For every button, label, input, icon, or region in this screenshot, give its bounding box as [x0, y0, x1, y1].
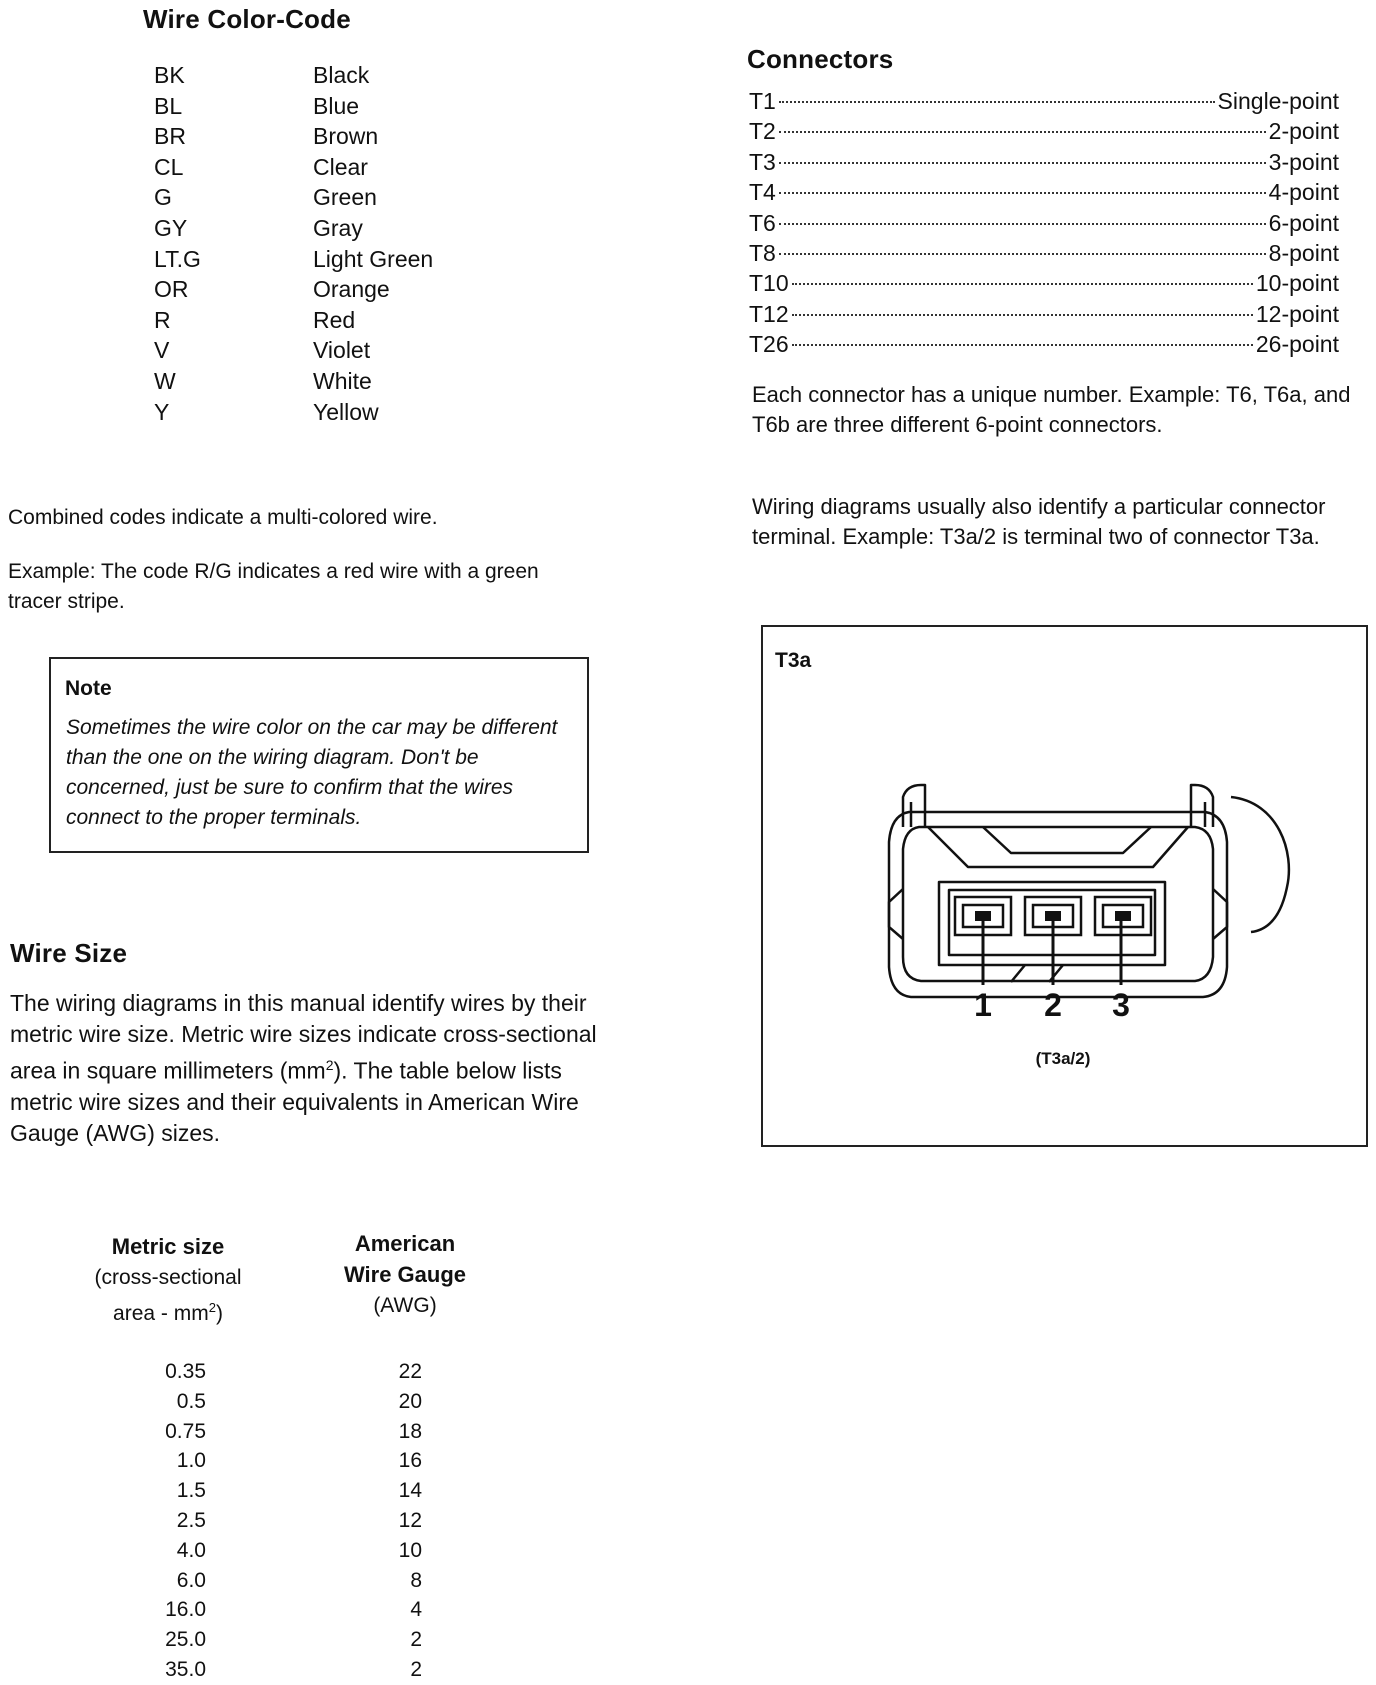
note-text: Sometimes the wire color on the car may be different than the one on the wiring diagram. Don't be concerned, just be sure to confirm that the wires connect to the proper terminals. [66, 716, 558, 829]
awg-cell: 12 [398, 1509, 422, 1532]
connector-points: 8-point [1268, 240, 1339, 266]
color-code: BK [154, 62, 185, 88]
connector-number-text: Each connector has a unique number. Example: T6, T6a, and T6b are three different 6-point connectors. [752, 382, 1351, 437]
color-code: CL [154, 153, 184, 180]
figure-label: T3a [775, 649, 812, 672]
color-name: Yellow [313, 398, 379, 425]
color-code: LT.G [154, 245, 201, 272]
color-name: Light Green [313, 245, 434, 272]
metric-size-cell: 1.0 [176, 1449, 206, 1473]
color-name: Blue [313, 92, 360, 119]
connector-side-dome [1231, 797, 1289, 932]
connector-figure [761, 625, 1368, 1147]
table-row [0, 1655, 520, 1685]
connector-row [749, 177, 1339, 207]
connector-row [749, 116, 1339, 146]
pin-label-3: 3 [1112, 987, 1130, 1023]
figure-caption: (T3a/2) [1035, 1049, 1091, 1068]
connector-terminal-text: Wiring diagrams usually also identify a particular connector terminal. Example: T3a/2 is terminal two of connector T3a. [752, 494, 1326, 549]
awg-cell: 8 [410, 1568, 422, 1592]
connector-drawing [763, 627, 1370, 1149]
awg-cell: 20 [398, 1389, 422, 1413]
color-code: OR [154, 276, 189, 303]
dot-leader [792, 344, 1253, 346]
connector-points: 3-point [1268, 148, 1339, 175]
metric-size-cell: 2.5 [176, 1509, 206, 1532]
color-name: Red [313, 306, 356, 333]
metric-size-cell: 4.0 [176, 1538, 206, 1562]
connector-id: T4 [749, 179, 776, 206]
dot-leader [792, 283, 1253, 285]
connector-id: T1 [749, 88, 776, 114]
connector-points: 6-point [1268, 209, 1339, 236]
connector-id: T2 [749, 118, 776, 145]
table-row [0, 1625, 520, 1655]
connector-points: 4-point [1268, 179, 1339, 206]
color-code: BR [154, 123, 186, 150]
connector-id: T12 [749, 300, 789, 327]
dot-leader [792, 314, 1253, 316]
connector-points: Single-point [1217, 88, 1339, 114]
table-row [0, 1476, 520, 1506]
connector-id: T26 [749, 331, 789, 358]
connector-id: T10 [749, 270, 789, 297]
color-code: R [154, 306, 171, 333]
connector-id: T3 [749, 148, 776, 175]
dot-leader [779, 192, 1266, 194]
wire-color-code-heading: Wire Color-Code [143, 4, 351, 34]
table-row [0, 1595, 520, 1625]
color-code: Y [154, 398, 170, 425]
pin-label-1: 1 [974, 987, 992, 1023]
connector-row [749, 86, 1339, 116]
color-code: GY [154, 215, 188, 241]
combined-codes-text: Combined codes indicate a multi-colored wire. [8, 506, 438, 529]
awg-cell: 14 [398, 1479, 422, 1503]
wire-size-heading: Wire Size [10, 938, 128, 968]
awg-cell: 10 [398, 1538, 422, 1562]
color-name: Orange [313, 276, 390, 303]
connector-points: 26-point [1255, 331, 1339, 358]
table-row [0, 1417, 520, 1447]
dot-leader [779, 162, 1266, 164]
color-name: Green [313, 184, 377, 211]
color-name: White [313, 368, 372, 394]
connector-row [749, 329, 1339, 359]
color-code: V [154, 337, 170, 364]
color-code: G [154, 184, 172, 211]
connector-row [749, 268, 1339, 298]
color-name: Gray [313, 215, 363, 241]
connector-points: 10-point [1255, 270, 1339, 297]
table-row [0, 1357, 520, 1387]
table-row [0, 1506, 520, 1536]
connector-points: 2-point [1268, 118, 1339, 145]
awg-cell: 4 [410, 1598, 422, 1622]
dot-leader [779, 223, 1266, 225]
note-label: Note [65, 677, 112, 700]
metric-size-cell: 0.75 [165, 1419, 206, 1443]
metric-size-cell: 16.0 [165, 1598, 206, 1622]
connector-row [749, 238, 1339, 268]
awg-cell: 2 [410, 1658, 422, 1681]
connector-id: T8 [749, 240, 776, 266]
example-code-text: Example: The code R/G indicates a red wire with a green tracer stripe. [8, 560, 539, 613]
color-name: Violet [313, 337, 371, 364]
metric-size-cell: 0.5 [176, 1389, 206, 1413]
metric-size-cell: 0.35 [165, 1360, 206, 1383]
color-name: Clear [313, 153, 368, 180]
table-row [0, 1446, 520, 1476]
table-row [0, 1566, 520, 1596]
connector-id: T6 [749, 209, 776, 236]
metric-size-cell: 6.0 [176, 1568, 206, 1592]
connector-row [749, 208, 1339, 238]
pin-label-2: 2 [1044, 987, 1062, 1023]
metric-size-header: Metric size (cross-sectional area - $mm^2$) [94, 1234, 242, 1325]
table-row [0, 1387, 520, 1417]
awg-cell: 22 [398, 1360, 422, 1383]
note-box [49, 657, 589, 853]
metric-size-cell: 1.5 [176, 1479, 206, 1503]
awg-cell: 16 [398, 1449, 422, 1473]
connectors-heading: Connectors [747, 44, 894, 74]
connector-points: 12-point [1255, 300, 1339, 327]
awg-header: American Wire Gauge (AWG) [343, 1231, 467, 1317]
color-code: BL [154, 92, 183, 119]
dot-leader [779, 253, 1266, 255]
awg-cell: 2 [410, 1628, 422, 1652]
table-row [0, 1536, 520, 1566]
metric-size-cell: 25.0 [165, 1628, 206, 1652]
dot-leader [779, 101, 1215, 103]
awg-cell: 18 [398, 1419, 422, 1443]
color-name: Brown [313, 123, 379, 150]
metric-size-cell: 35.0 [165, 1658, 206, 1681]
connector-row [749, 299, 1339, 329]
color-name: Black [313, 62, 370, 88]
connector-row [749, 147, 1339, 177]
wire-size-text: The wiring diagrams in this manual identify wires by their metric wire size. Metric wire sizes indicate cross-sectional area in square millimeters $(mm^2)$. The table below lists metric wire sizes and their equivalents in American Wire Gauge (AWG) sizes. [10, 990, 597, 1146]
dot-leader [779, 131, 1266, 133]
color-code: W [154, 368, 176, 394]
